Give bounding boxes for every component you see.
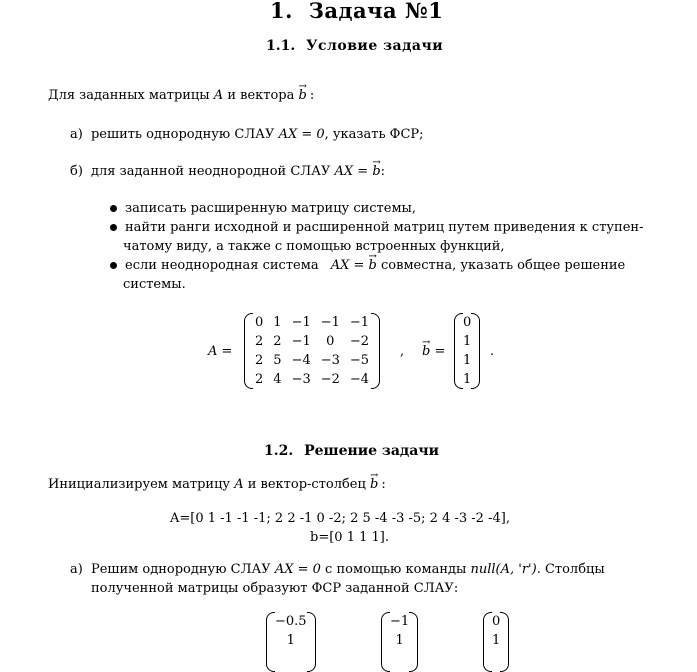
matrix-row xyxy=(250,351,374,370)
equation: AX = xyxy=(334,164,369,179)
solution-item-a-continued: полученной матрицы образуют ФСР заданной СЛАУ: xyxy=(91,581,459,596)
right-paren xyxy=(471,313,480,389)
item-label: а) xyxy=(70,127,83,142)
equation: AX = 0 xyxy=(274,562,321,577)
right-paren xyxy=(307,612,316,672)
vector-cell: 1 xyxy=(286,633,295,648)
section-title-text: Задача №1 xyxy=(308,0,444,23)
matrix-cell: 4 xyxy=(273,372,282,387)
intro-colon: : xyxy=(381,477,386,492)
matrix-cell: −4 xyxy=(349,372,370,387)
matrix-cell: −2 xyxy=(320,372,340,387)
bullet-icon xyxy=(110,224,117,231)
item-text: . Столбцы xyxy=(536,562,605,577)
vector-cell: −1 xyxy=(390,614,410,629)
matrix-cell: 2 xyxy=(273,334,282,349)
matrix-cell: −3 xyxy=(320,353,340,368)
matrix-cell: −4 xyxy=(291,353,311,368)
matrix-cell: 5 xyxy=(273,353,282,368)
bullet-icon xyxy=(110,262,117,269)
equation: AX = xyxy=(330,258,365,273)
condition-item-a xyxy=(70,125,424,144)
solution-item-a xyxy=(70,560,605,579)
vector-symbol: → b xyxy=(372,162,380,181)
vector-symbol: → b xyxy=(369,256,377,275)
bullet-2-continued xyxy=(123,237,505,256)
vector-symbol: → b xyxy=(299,86,307,105)
subsection-number: 1.1. xyxy=(266,38,296,54)
vector-b-label xyxy=(422,342,445,361)
item-label: а) xyxy=(70,562,83,577)
bullet-3-continued xyxy=(123,275,186,294)
vector-cell: 0 xyxy=(492,614,501,629)
item-text: , указать ФСР; xyxy=(324,127,424,142)
matrix-cell: −1 xyxy=(320,315,340,330)
vector-b xyxy=(454,313,480,389)
vector-cell: 1 xyxy=(395,633,404,648)
fsr-vector-2 xyxy=(381,612,418,672)
bullet-icon xyxy=(110,205,117,212)
bullet-text: если неоднородная система xyxy=(125,258,319,273)
matrix-cell: −2 xyxy=(349,334,370,349)
bullet-text: записать расширенную матрицу системы, xyxy=(125,201,417,216)
vector-cell: 1 xyxy=(463,334,472,349)
right-paren xyxy=(409,612,418,672)
right-paren xyxy=(371,313,380,389)
section-number: 1. xyxy=(270,0,293,23)
bullet-text: системы. xyxy=(123,277,186,292)
vector-cell: −0.5 xyxy=(275,614,307,629)
vector-symbol: → b xyxy=(422,342,430,361)
condition-intro xyxy=(48,86,314,105)
subsection-condition-title xyxy=(266,38,443,54)
left-paren xyxy=(244,313,253,389)
bullet-2 xyxy=(110,218,643,237)
vector-cell: 1 xyxy=(463,372,472,387)
item-label: б) xyxy=(70,164,83,179)
left-paren xyxy=(454,313,463,389)
matrix-cell: 0 xyxy=(326,334,335,349)
matrix-symbol: A xyxy=(213,88,224,103)
vector-cell: 1 xyxy=(463,353,472,368)
matrix-row xyxy=(250,370,374,389)
matrix-cell: −1 xyxy=(291,334,311,349)
vector-cell: 1 xyxy=(492,633,501,648)
equals-sign: = xyxy=(434,344,446,359)
vector-period: . xyxy=(490,344,495,359)
left-paren xyxy=(266,612,275,672)
vector-symbol: → b xyxy=(370,475,378,494)
bullet-text: совместна, указать общее решение xyxy=(381,258,626,273)
matrix-cell: −1 xyxy=(291,315,311,330)
solution-intro xyxy=(48,475,386,494)
item-text: Решим однородную СЛАУ xyxy=(90,562,271,577)
bullet-3 xyxy=(110,256,625,275)
intro-text: и вектора xyxy=(227,88,295,103)
item-text: с помощью команды xyxy=(325,562,467,577)
left-paren xyxy=(381,612,390,672)
bullet-1 xyxy=(110,199,416,218)
subsection-title-text: Решение задачи xyxy=(304,443,439,459)
matrix-cell: −5 xyxy=(349,353,370,368)
matrix-separator-comma: , xyxy=(400,344,405,359)
command: null(A, 'r') xyxy=(470,562,537,577)
code-line-2: b=[0 1 1 1]. xyxy=(310,530,389,545)
matrix-row xyxy=(250,313,374,332)
matrix-cell: 2 xyxy=(255,372,264,387)
matrix-a-label: A = xyxy=(208,344,233,359)
condition-item-b xyxy=(70,162,385,181)
section-title xyxy=(270,0,443,23)
matrix-cell: 2 xyxy=(255,353,264,368)
right-paren xyxy=(500,612,509,672)
bullet-text: найти ранги исходной и расширенной матриц путем приведения к ступен- xyxy=(125,220,644,235)
intro-colon: : xyxy=(309,88,315,103)
bullet-text: чатому виду, а также с помощью встроенных функций, xyxy=(123,239,505,254)
matrix-cell: 0 xyxy=(255,315,264,330)
matrix-cell: −3 xyxy=(291,372,311,387)
fsr-vector-3 xyxy=(483,612,509,672)
matrix-cell: −1 xyxy=(349,315,370,330)
matrix-a xyxy=(244,313,380,389)
matrix-cell: 1 xyxy=(273,315,282,330)
matrix-cell: 2 xyxy=(255,334,264,349)
subsection-number: 1.2. xyxy=(264,443,294,459)
vector-cell: 0 xyxy=(463,315,472,330)
subsection-solution-title xyxy=(264,443,439,459)
intro-text: Для заданных матрицы xyxy=(48,88,210,103)
intro-text: и вектор-столбец xyxy=(247,477,366,492)
code-line-1: A=[0 1 -1 -1 -1; 2 2 -1 0 -2; 2 5 -4 -3 -5; 2 4 -3 -2 -4], xyxy=(170,511,510,526)
subsection-title-text: Условие задачи xyxy=(306,38,444,54)
item-text: для заданной неоднородной СЛАУ xyxy=(91,164,331,179)
intro-text: Инициализируем матрицу xyxy=(48,477,231,492)
item-text: решить однородную СЛАУ xyxy=(90,127,275,142)
fsr-vector-1 xyxy=(266,612,316,672)
equation: AX = 0 xyxy=(278,127,325,142)
left-paren xyxy=(483,612,492,672)
matrix-row xyxy=(250,332,374,351)
item-text: : xyxy=(380,164,386,179)
matrix-symbol: A xyxy=(234,477,244,492)
